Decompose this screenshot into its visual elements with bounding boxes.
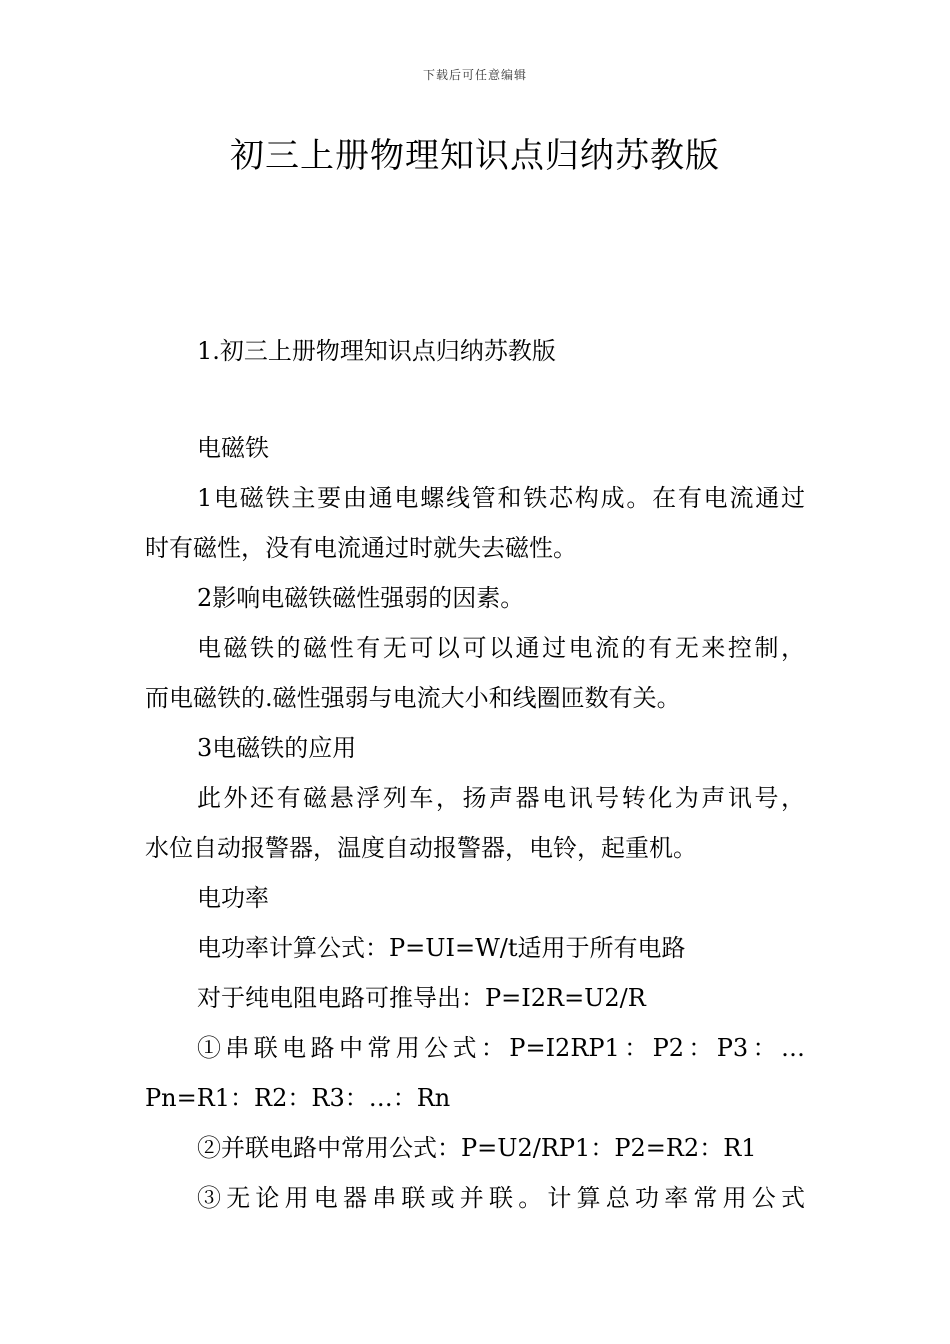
paragraph-line: 2影响电磁铁磁性强弱的因素。: [197, 584, 525, 612]
section-heading: 1.初三上册物理知识点归纳苏教版: [197, 337, 556, 365]
subheading-electromagnet: 电磁铁: [197, 434, 269, 462]
paragraph-line: 1电磁铁主要由通电螺线管和铁芯构成。在有电流通过: [197, 484, 805, 512]
paragraph-line: 电磁铁的磁性有无可以可以通过电流的有无来控制，: [197, 634, 805, 662]
paragraph-line: 对于纯电阻电路可推导出：P=I2R=U2/R: [197, 984, 646, 1012]
paragraph-line: 时有磁性，没有电流通过时就失去磁性。: [145, 534, 577, 562]
header-note: 下载后可任意编辑: [422, 68, 527, 82]
document-title: 初三上册物理知识点归纳苏教版: [230, 136, 720, 176]
subheading-electric-power: 电功率: [197, 884, 269, 912]
paragraph-line: Pn=R1：R2：R3：…：Rn: [145, 1084, 451, 1112]
paragraph-line: 3电磁铁的应用: [197, 734, 357, 762]
paragraph-line: ③无论用电器串联或并联。计算总功率常用公式: [197, 1184, 805, 1212]
paragraph-line: 而电磁铁的.磁性强弱与电流大小和线圈匝数有关。: [145, 684, 681, 712]
paragraph-line: 此外还有磁悬浮列车，扬声器电讯号转化为声讯号，: [197, 784, 805, 812]
paragraph-line: ②并联电路中常用公式：P=U2/RP1：P2=R2：R1: [197, 1134, 757, 1162]
paragraph-line: ①串联电路中常用公式：P=I2RP1：P2：P3：…: [197, 1034, 805, 1062]
paragraph-line: 电功率计算公式：P=UI=W/t适用于所有电路: [197, 934, 686, 962]
paragraph-line: 水位自动报警器，温度自动报警器，电铃，起重机。: [145, 834, 697, 862]
